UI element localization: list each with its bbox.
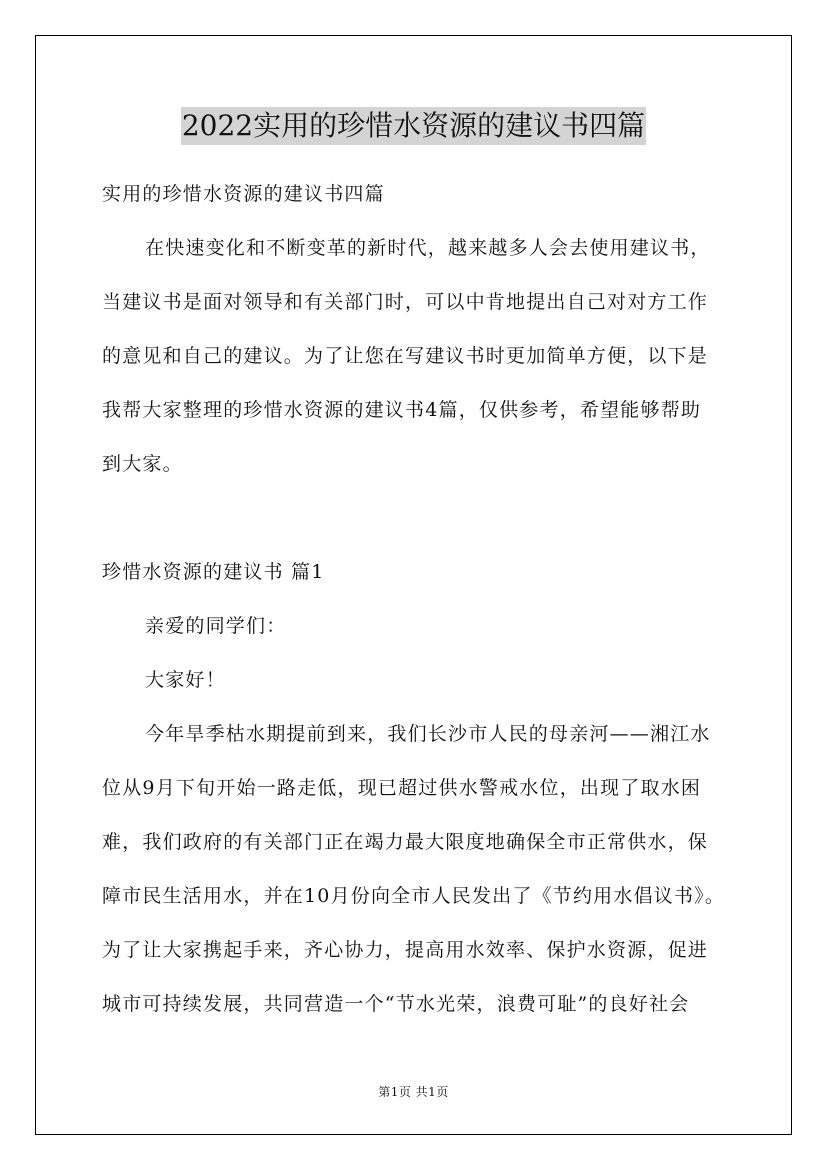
- document-title: [0, 104, 827, 145]
- greeting: 大家好！: [145, 669, 226, 691]
- document-subtitle: 实用的珍惜水资源的建议书四篇: [102, 183, 385, 205]
- body-line: 障市民生活用水，并在10月份向全市人民发出了《节约用水倡议书》。: [102, 885, 726, 907]
- intro-line: 的意见和自己的建议。为了让您在写建议书时更加简单方便，以下是: [102, 345, 709, 367]
- intro-line: 在快速变化和不断变革的新时代，越来越多人会去使用建议书，: [145, 237, 711, 259]
- intro-line: 到大家。: [102, 453, 183, 475]
- intro-line: 当建议书是面对领导和有关部门时，可以中肯地提出自己对对方工作: [102, 291, 709, 313]
- body-line: 城市可持续发展，共同营造一个“节水光荣，浪费可耻”的良好社会: [102, 993, 690, 1015]
- section-heading: 珍惜水资源的建议书 篇1: [102, 561, 325, 583]
- intro-line: 我帮大家整理的珍惜水资源的建议书4篇，仅供参考，希望能够帮助: [102, 399, 702, 421]
- page-footer: 第1页 共1页: [378, 1085, 449, 1099]
- salutation: 亲爱的同学们：: [145, 615, 287, 637]
- body-line: 难，我们政府的有关部门正在竭力最大限度地确保全市正常供水，保: [102, 831, 709, 853]
- body-line: 位从9月下旬开始一路走低，现已超过供水警戒水位，出现了取水困: [102, 777, 702, 799]
- body-line: 今年旱季枯水期提前到来，我们长沙市人民的母亲河——湘江水: [145, 723, 711, 745]
- document-title-text: 2022实用的珍惜水资源的建议书四篇: [181, 107, 646, 145]
- body-line: 为了让大家携起手来，齐心协力，提高用水效率、保护水资源，促进: [102, 939, 709, 961]
